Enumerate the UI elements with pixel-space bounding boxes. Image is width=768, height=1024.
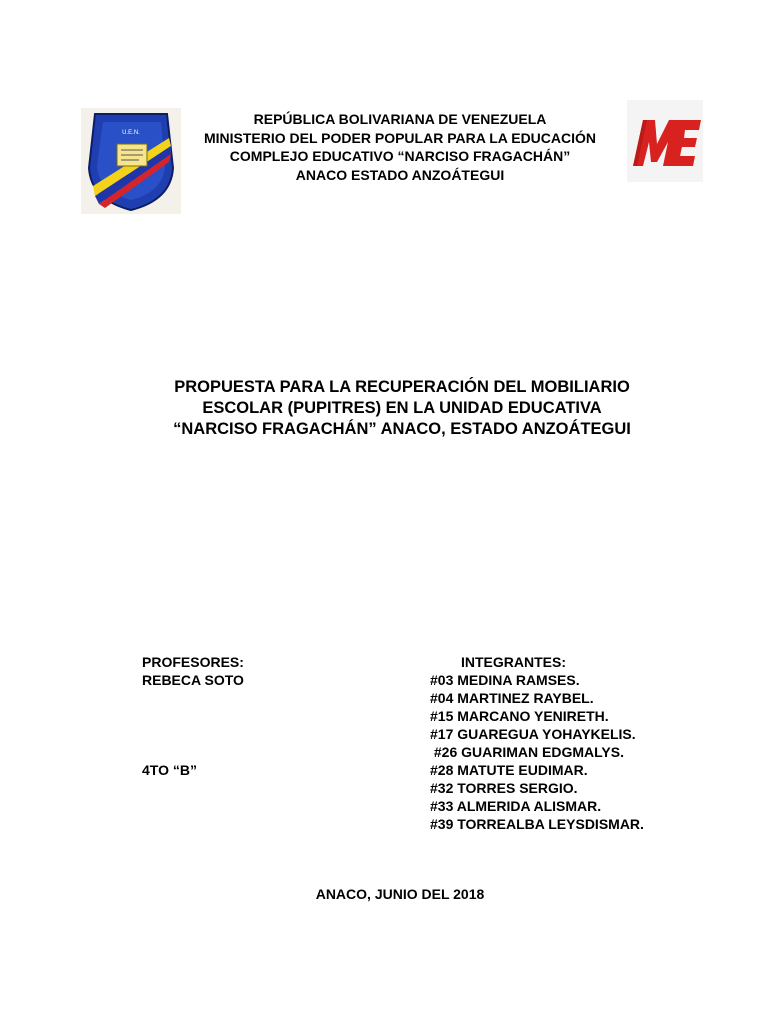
title-line-1: PROPUESTA PARA LA RECUPERACIÓN DEL MOBILIARIO xyxy=(174,378,630,396)
integrantes-label: INTEGRANTES: xyxy=(461,654,566,670)
list-item: #39 TORREALBA LEYSDISMAR. xyxy=(430,816,644,832)
list-item: #04 MARTINEZ RAYBEL. xyxy=(430,690,594,706)
section-label: 4TO “B” xyxy=(142,762,197,778)
header-line-location: ANACO ESTADO ANZOÁTEGUI xyxy=(295,166,505,183)
title-line-3: “NARCISO FRAGACHÁN” ANACO, ESTADO ANZOÁTEGUI xyxy=(173,420,631,438)
header-line-school: COMPLEJO EDUCATIVO “NARCISO FRAGACHÁN” xyxy=(229,148,571,164)
title-line-2: ESCOLAR (PUPITRES) EN LA UNIDAD EDUCATIVA xyxy=(202,399,602,417)
list-item: #32 TORRES SERGIO. xyxy=(430,780,578,796)
place-date: ANACO, JUNIO DEL 2018 xyxy=(315,886,485,902)
profesor-name: REBECA SOTO xyxy=(142,672,244,688)
list-item: #33 ALMERIDA ALISMAR. xyxy=(430,798,602,814)
list-item: #26 GUARIMAN EDGMALYS. xyxy=(430,744,624,760)
profesores-label: PROFESORES: xyxy=(142,654,244,670)
header-line-country: REPÚBLICA BOLIVARIANA DE VENEZUELA xyxy=(253,111,547,127)
list-item: #15 MARCANO YENIRETH. xyxy=(430,708,609,724)
institution-header xyxy=(150,110,650,184)
integrantes-list xyxy=(430,671,644,833)
list-item: #28 MATUTE EUDIMAR. xyxy=(430,762,588,778)
list-item: #17 GUAREGUA YOHAYKELIS. xyxy=(430,726,636,742)
svg-text:U.E.N.: U.E.N. xyxy=(122,130,140,136)
header-line-ministry: MINISTERIO DEL PODER POPULAR PARA LA EDUCACIÓN xyxy=(203,129,597,146)
list-item: #03 MEDINA RAMSES. xyxy=(430,672,580,688)
document-title xyxy=(100,377,704,440)
